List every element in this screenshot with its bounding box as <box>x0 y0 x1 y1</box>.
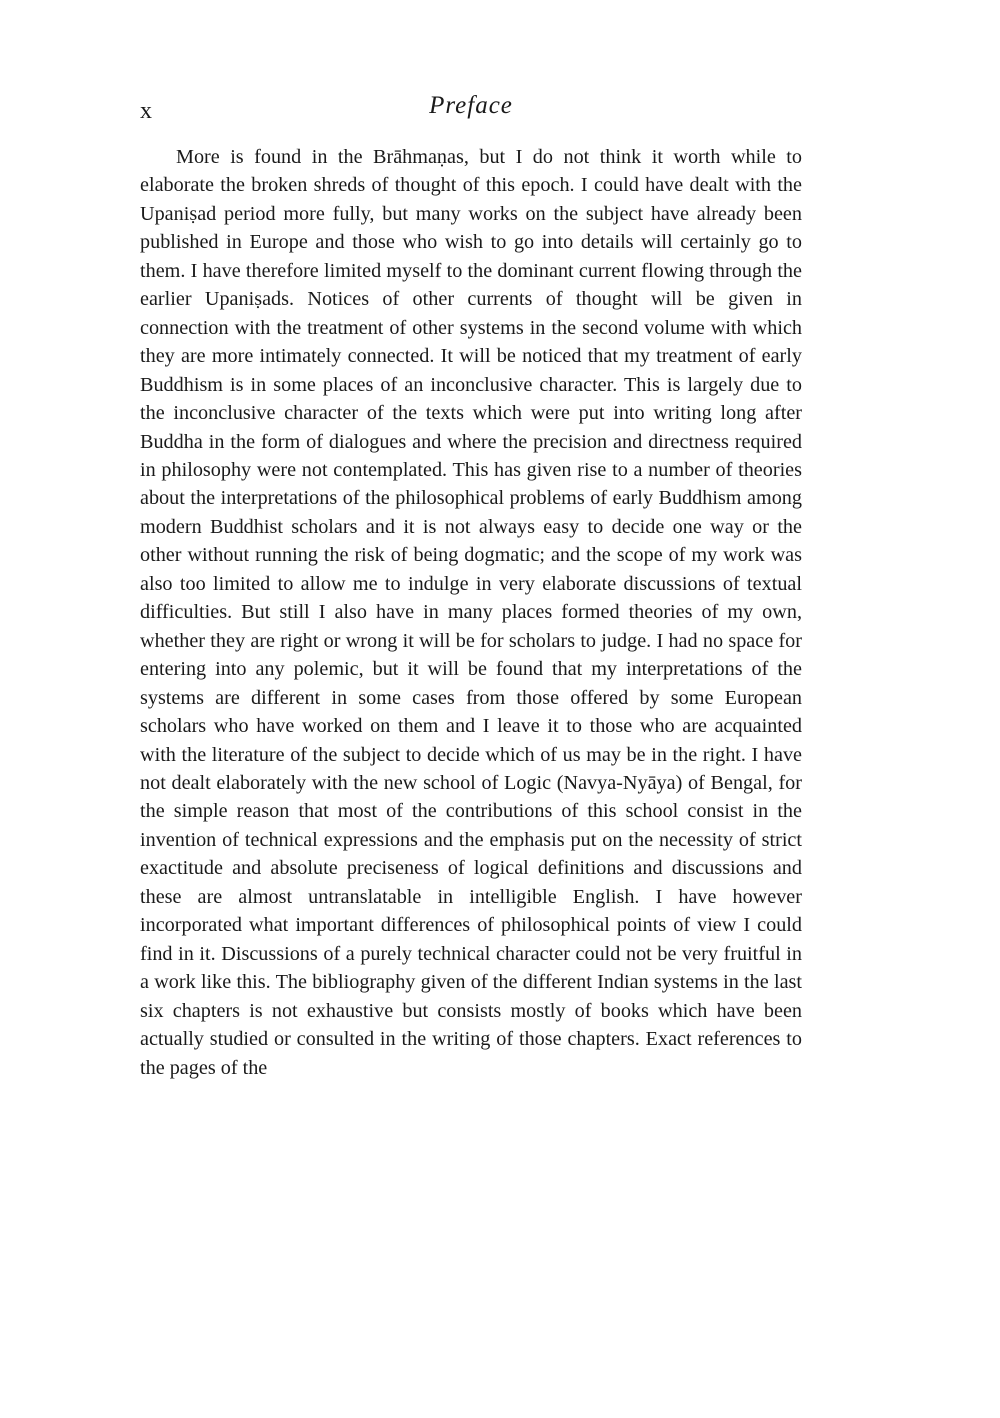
page-number: x <box>140 98 153 124</box>
page-header <box>140 92 802 128</box>
body-paragraph: More is found in the Brāhmaṇas, but I do not think it worth while to elaborate the broken shreds of thought of this epoch. I could have dealt with the Upaniṣad period more fully, but many works on the subject have already been published in Europe and those who wish to go into details will certainly go to them. I have therefore limited myself to the dominant current flowing through the earlier Upaniṣads. Notices of other currents of thought will be given in connection with the treatment of other systems in the second volume with which they are more intimately connected. It will be noticed that my treatment of early Buddhism is in some places of an inconclusive character. This is largely due to the inconclusive character of the texts which were put into writing long after Buddha in the form of dialogues and where the precision and directness required in philosophy were not contemplated. This has given rise to a number of theories about the interpretations of the philosophical problems of early Buddhism among modern Buddhist scholars and it is not always easy to decide one way or the other without running the risk of being dogmatic; and the scope of my work was also too limited to allow me to indulge in very elaborate discussions of textual difficulties. But still I also have in many places formed theories of my own, whether they are right or wrong it will be for scholars to judge. I had no space for entering into any polemic, but it will be found that my interpretations of the systems are different in some cases from those offered by some European scholars who have worked on them and I leave it to those who are acquainted with the literature of the subject to decide which of us may be in the right. I have not dealt elaborately with the new school of Logic (Navya-Nyāya) of Bengal, for the simple reason that most of the contributions of this school consist in the invention of technical expressions and the emphasis put on the necessity of strict exactitude and absolute preciseness of logical definitions and discussions and these are almost untranslatable in intelligible English. I have however incorporated what important differences of philosophical points of view I could find in it. Discussions of a purely technical character could not be very fruitful in a work like this. The bibliography given of the different Indian systems in the last six chapters is not exhaustive but consists mostly of books which have been actually studied or consulted in the writing of those chapters. Exact references to the pages of the <box>140 146 802 1079</box>
running-title: Preface <box>429 92 513 119</box>
